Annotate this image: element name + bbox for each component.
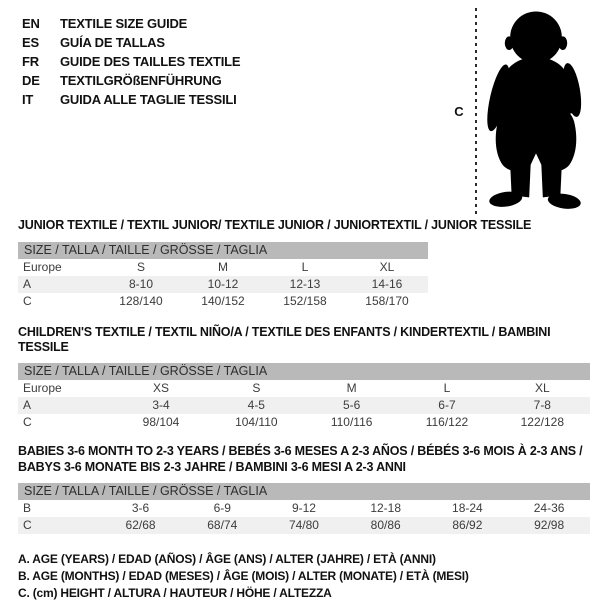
- table-cell: 6-7: [399, 397, 494, 414]
- table-row: [18, 242, 428, 259]
- table-row: [18, 363, 590, 380]
- table-cell: 3-6: [131, 501, 150, 515]
- language-code: DE: [22, 73, 40, 88]
- table-cell: 110/116: [330, 415, 373, 429]
- table-row: [18, 517, 590, 534]
- table-cell: L: [301, 260, 309, 274]
- height-measure-label: C: [454, 104, 464, 119]
- table-cell: 140/152: [201, 294, 245, 308]
- children-size-table: [18, 363, 590, 431]
- table-row: [18, 259, 428, 276]
- toddler-silhouette-icon: [482, 10, 590, 210]
- table-cell: 6-9: [213, 501, 231, 515]
- table-cell: 62/68: [100, 517, 182, 534]
- row-label: Europe: [23, 260, 62, 274]
- table-cell: 4-5: [209, 397, 304, 414]
- table-cell: 68/74: [181, 517, 263, 534]
- table-row: [18, 276, 428, 293]
- language-code: EN: [22, 16, 40, 31]
- table-cell: 8-10: [100, 276, 182, 293]
- table-cell: 12-13: [264, 276, 346, 293]
- row-label: A: [18, 397, 113, 414]
- table-row: [18, 293, 428, 310]
- table-cell: M: [218, 260, 228, 274]
- language-code: ES: [22, 35, 39, 50]
- row-label: C: [23, 294, 32, 308]
- table-cell: 122/128: [520, 415, 565, 429]
- row-label: A: [18, 276, 100, 293]
- table-cell: 92/98: [508, 517, 590, 534]
- junior-size-table: [18, 242, 428, 310]
- babies-title-line1: BABIES 3-6 MONTH TO 2-3 YEARS / BEBÉS 3-6 MESES A 2-3 AÑOS / BÉBÉS 3-6 MOIS À 2-3 ANS /: [18, 444, 583, 458]
- legend-notes: [18, 551, 600, 600]
- table-cell: XS: [152, 381, 169, 395]
- table-cell: 86/92: [427, 517, 509, 534]
- table-cell: 104/110: [235, 415, 278, 429]
- table-cell: 14-16: [346, 276, 428, 293]
- table-cell: 74/80: [263, 517, 345, 534]
- table-cell: 128/140: [119, 294, 163, 308]
- table-cell: 5-6: [304, 397, 399, 414]
- children-table-title: CHILDREN'S TEXTILE / TEXTIL NIÑO/A / TEXTILE DES ENFANTS / KINDERTEXTIL / BAMBINI TESSILE: [18, 325, 551, 354]
- junior-table-title: JUNIOR TEXTILE / TEXTIL JUNIOR/ TEXTILE JUNIOR / JUNIORTEXTIL / JUNIOR TESSILE: [18, 218, 532, 232]
- row-label: Europe: [23, 381, 62, 395]
- table-row: [18, 483, 590, 500]
- note-age-months: B. AGE (MONTHS) / EDAD (MESES) / ÂGE (MOIS) / ALTER (MONATE) / ETÀ (MESI): [18, 569, 469, 583]
- table-cell: 18-24: [452, 501, 483, 515]
- language-code: IT: [22, 92, 34, 107]
- size-header: SIZE / TALLA / TAILLE / GRÖSSE / TAGLIA: [18, 483, 590, 500]
- table-cell: 7-8: [495, 397, 590, 414]
- note-height: C. (cm) HEIGHT / ALTURA / HAUTEUR / HÖHE / ALTEZZA: [18, 586, 332, 600]
- table-cell: 80/86: [345, 517, 427, 534]
- table-cell: 10-12: [182, 276, 264, 293]
- babies-size-table: [18, 483, 590, 534]
- table-cell: 12-18: [370, 501, 402, 515]
- language-code: FR: [22, 54, 39, 69]
- table-cell: 9-12: [291, 501, 316, 515]
- table-cell: S: [252, 381, 261, 395]
- babies-table-title: [18, 443, 600, 475]
- table-cell: 3-4: [113, 397, 208, 414]
- table-cell: 152/158: [283, 294, 327, 308]
- language-title: GUIDE DES TAILLES TEXTILE: [60, 54, 241, 69]
- table-cell: XL: [534, 381, 550, 395]
- language-title: TEXTILGRÖßENFÜHRUNG: [60, 73, 222, 88]
- table-row: [18, 500, 590, 517]
- language-title: GUÍA DE TALLAS: [60, 35, 165, 50]
- size-header: SIZE / TALLA / TAILLE / GRÖSSE / TAGLIA: [18, 242, 428, 259]
- table-cell: M: [346, 381, 357, 395]
- note-age-years: A. AGE (YEARS) / EDAD (AÑOS) / ÂGE (ANS) / ALTER (JAHRE) / ETÀ (ANNI): [18, 552, 436, 566]
- table-cell: XL: [379, 260, 395, 274]
- table-cell: S: [136, 260, 145, 274]
- table-cell: 98/104: [142, 415, 180, 429]
- baby-figure: [440, 0, 600, 225]
- babies-title-line2: BABYS 3-6 MONATE BIS 2-3 JAHRE / BAMBINI 3-6 MESI A 2-3 ANNI: [18, 460, 406, 474]
- row-label: B: [23, 501, 32, 515]
- size-header: SIZE / TALLA / TAILLE / GRÖSSE / TAGLIA: [18, 363, 590, 380]
- table-cell: 24-36: [533, 501, 565, 515]
- row-label: C: [18, 517, 100, 534]
- table-row: [18, 380, 590, 397]
- table-cell: 116/122: [425, 415, 469, 429]
- table-cell: 158/170: [365, 294, 409, 308]
- table-row: [18, 397, 590, 414]
- table-row: [18, 414, 590, 431]
- row-label: C: [23, 415, 32, 429]
- language-title: GUIDA ALLE TAGLIE TESSILI: [60, 92, 237, 107]
- height-measure-line: [475, 8, 477, 216]
- language-title: TEXTILE SIZE GUIDE: [60, 16, 188, 31]
- table-cell: L: [443, 381, 451, 395]
